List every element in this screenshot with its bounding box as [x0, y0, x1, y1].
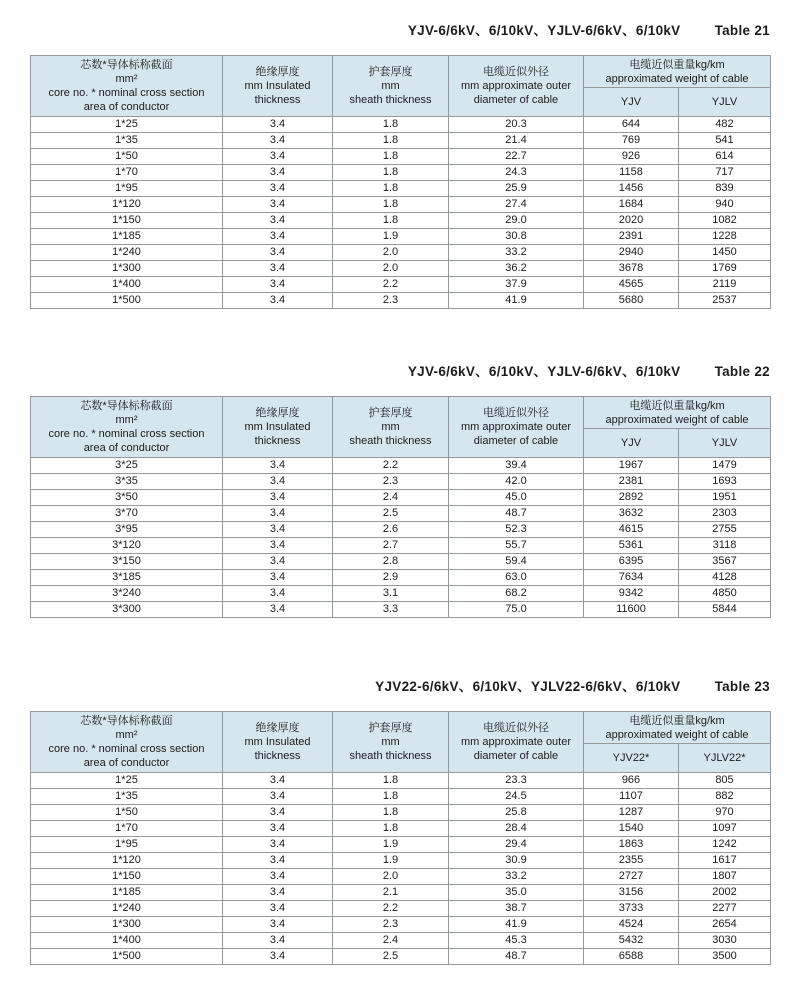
table-cell: 2.8: [333, 554, 449, 570]
table-cell: 1158: [584, 165, 679, 181]
table-cell: 75.0: [449, 602, 584, 618]
col-header-diameter: 电缆近似外径 mm approximate outer diameter of cable: [449, 712, 584, 773]
table-cell: 2537: [679, 293, 771, 309]
table-cell: 1*300: [31, 917, 223, 933]
table-cell: 1*240: [31, 901, 223, 917]
table-cell: 3*150: [31, 554, 223, 570]
col-header-core: 芯数*导体标称截面 mm² core no. * nominal cross section area of conductor: [31, 712, 223, 773]
table-cell: 2119: [679, 277, 771, 293]
table-cell: 1097: [679, 821, 771, 837]
col-header-yjlv: YJLV22*: [679, 744, 771, 773]
table-row: [31, 277, 771, 293]
table-title: [30, 22, 770, 39]
table-cell: 940: [679, 197, 771, 213]
table-cell: 2.7: [333, 538, 449, 554]
table-cell: 2.2: [333, 277, 449, 293]
table-cell: 3.4: [223, 117, 333, 133]
table-section-23: [30, 678, 770, 965]
table-cell: 41.9: [449, 917, 584, 933]
table-cell: 2755: [679, 522, 771, 538]
table-cell: 3.4: [223, 506, 333, 522]
table-cell: 1*70: [31, 165, 223, 181]
table-cell: 3.4: [223, 490, 333, 506]
table-cell: 1*120: [31, 853, 223, 869]
table-cell: 1*185: [31, 885, 223, 901]
table-cell: 3*35: [31, 474, 223, 490]
table-body: [31, 773, 771, 965]
table-cell: 7634: [584, 570, 679, 586]
table-cell: 1.8: [333, 165, 449, 181]
table-title: [30, 678, 770, 695]
table-cell: 2.0: [333, 869, 449, 885]
table-cell: 3.4: [223, 165, 333, 181]
table-cell: 3632: [584, 506, 679, 522]
spec-table-23: [30, 711, 771, 965]
table-cell: 2727: [584, 869, 679, 885]
table-cell: 3.4: [223, 197, 333, 213]
table-cell: 3.3: [333, 602, 449, 618]
col-header-yjv: YJV: [584, 429, 679, 458]
table-cell: 3.1: [333, 586, 449, 602]
table-cell: 2.5: [333, 949, 449, 965]
table-row: [31, 949, 771, 965]
table-cell: 2.0: [333, 245, 449, 261]
table-cell: 3.4: [223, 181, 333, 197]
table-cell: 1863: [584, 837, 679, 853]
table-cell: 1107: [584, 789, 679, 805]
table-cell: 5844: [679, 602, 771, 618]
table-cell: 6588: [584, 949, 679, 965]
table-cell: 2303: [679, 506, 771, 522]
table-cell: 1*70: [31, 821, 223, 837]
table-number-label: Table 23: [714, 679, 770, 694]
table-number-label: Table 22: [714, 364, 770, 379]
table-row: [31, 293, 771, 309]
table-row: [31, 869, 771, 885]
table-cell: 48.7: [449, 506, 584, 522]
table-cell: 1*35: [31, 133, 223, 149]
table-cell: 5361: [584, 538, 679, 554]
table-row: [31, 149, 771, 165]
table-cell: 1617: [679, 853, 771, 869]
table-cell: 1*95: [31, 181, 223, 197]
table-cell: 1*185: [31, 229, 223, 245]
table-cell: 2654: [679, 917, 771, 933]
table-cell: 1.8: [333, 805, 449, 821]
table-cell: 882: [679, 789, 771, 805]
table-row: [31, 554, 771, 570]
col-header-insulation: 绝缘厚度 mm Insulated thickness: [223, 712, 333, 773]
table-cell: 3.4: [223, 554, 333, 570]
col-header-yjlv: YJLV: [679, 429, 771, 458]
table-cell: 805: [679, 773, 771, 789]
table-cell: 3118: [679, 538, 771, 554]
table-cell: 3.4: [223, 917, 333, 933]
table-cell: 9342: [584, 586, 679, 602]
table-cell: 2355: [584, 853, 679, 869]
table-cell: 3.4: [223, 474, 333, 490]
table-cell: 2.2: [333, 901, 449, 917]
table-cell: 1*300: [31, 261, 223, 277]
col-header-weight-group: 电缆近似重量kg/km approximated weight of cable: [584, 56, 771, 88]
table-cell: 3.4: [223, 149, 333, 165]
table-cell: 3.4: [223, 245, 333, 261]
table-row: [31, 789, 771, 805]
table-cell: 1*25: [31, 117, 223, 133]
table-cell: 4615: [584, 522, 679, 538]
table-cell: 3030: [679, 933, 771, 949]
table-cell: 30.8: [449, 229, 584, 245]
table-cell: 3.4: [223, 570, 333, 586]
col-header-diameter: 电缆近似外径 mm approximate outer diameter of cable: [449, 56, 584, 117]
table-cell: 1.9: [333, 229, 449, 245]
table-row: [31, 458, 771, 474]
table-cell: 1*50: [31, 149, 223, 165]
col-header-yjv: YJV22*: [584, 744, 679, 773]
table-row: [31, 522, 771, 538]
table-cell: 2.9: [333, 570, 449, 586]
col-header-core: 芯数*导体标称截面 mm² core no. * nominal cross section area of conductor: [31, 397, 223, 458]
table-body: [31, 117, 771, 309]
table-cell: 1.8: [333, 789, 449, 805]
col-header-diameter: 电缆近似外径 mm approximate outer diameter of cable: [449, 397, 584, 458]
table-cell: 29.0: [449, 213, 584, 229]
table-cell: 3.4: [223, 522, 333, 538]
table-row: [31, 821, 771, 837]
table-cell: 1.9: [333, 837, 449, 853]
table-row: [31, 117, 771, 133]
table-cell: 1228: [679, 229, 771, 245]
table-cell: 42.0: [449, 474, 584, 490]
table-cell: 1684: [584, 197, 679, 213]
table-cell: 3.4: [223, 277, 333, 293]
table-row: [31, 602, 771, 618]
table-cell: 30.9: [449, 853, 584, 869]
table-cell: 38.7: [449, 901, 584, 917]
table-cell: 3.4: [223, 805, 333, 821]
table-cell: 966: [584, 773, 679, 789]
table-row: [31, 901, 771, 917]
table-cell: 3.4: [223, 821, 333, 837]
table-cell: 2.1: [333, 885, 449, 901]
table-cell: 3.4: [223, 869, 333, 885]
table-cell: 2.0: [333, 261, 449, 277]
table-row: [31, 538, 771, 554]
table-cell: 2391: [584, 229, 679, 245]
table-cell: 1*35: [31, 789, 223, 805]
table-cell: 23.3: [449, 773, 584, 789]
table-cell: 1479: [679, 458, 771, 474]
table-cell: 4128: [679, 570, 771, 586]
table-cell: 28.4: [449, 821, 584, 837]
table-cell: 2381: [584, 474, 679, 490]
table-number-label: Table 21: [714, 23, 770, 38]
spec-table-22: [30, 396, 771, 618]
table-cell: 2.3: [333, 917, 449, 933]
table-cell: 48.7: [449, 949, 584, 965]
table-cell: 52.3: [449, 522, 584, 538]
table-body: [31, 458, 771, 618]
table-row: [31, 229, 771, 245]
table-cell: 3733: [584, 901, 679, 917]
table-cell: 4524: [584, 917, 679, 933]
table-title-text: YJV22-6/6kV、6/10kV、YJLV22-6/6kV、6/10kV: [375, 679, 681, 694]
table-cell: 1.8: [333, 821, 449, 837]
table-cell: 2277: [679, 901, 771, 917]
table-cell: 59.4: [449, 554, 584, 570]
table-cell: 3.4: [223, 949, 333, 965]
table-cell: 1540: [584, 821, 679, 837]
table-cell: 35.0: [449, 885, 584, 901]
table-cell: 2.4: [333, 490, 449, 506]
table-row: [31, 885, 771, 901]
table-cell: 1.8: [333, 149, 449, 165]
table-cell: 41.9: [449, 293, 584, 309]
table-cell: 3*300: [31, 602, 223, 618]
table-cell: 1287: [584, 805, 679, 821]
col-header-core: 芯数*导体标称截面 mm² core no. * nominal cross section area of conductor: [31, 56, 223, 117]
table-cell: 3567: [679, 554, 771, 570]
table-cell: 3.4: [223, 261, 333, 277]
table-cell: 1967: [584, 458, 679, 474]
col-header-weight-group: 电缆近似重量kg/km approximated weight of cable: [584, 397, 771, 429]
table-cell: 27.4: [449, 197, 584, 213]
table-cell: 33.2: [449, 245, 584, 261]
table-cell: 21.4: [449, 133, 584, 149]
table-cell: 1.8: [333, 181, 449, 197]
table-row: [31, 586, 771, 602]
table-cell: 1*240: [31, 245, 223, 261]
table-cell: 614: [679, 149, 771, 165]
table-cell: 1.9: [333, 853, 449, 869]
table-cell: 3.4: [223, 458, 333, 474]
table-cell: 2002: [679, 885, 771, 901]
table-cell: 5680: [584, 293, 679, 309]
table-cell: 3.4: [223, 133, 333, 149]
table-cell: 1693: [679, 474, 771, 490]
table-row: [31, 805, 771, 821]
table-cell: 3*70: [31, 506, 223, 522]
table-row: [31, 773, 771, 789]
table-cell: 769: [584, 133, 679, 149]
table-cell: 717: [679, 165, 771, 181]
col-header-yjlv: YJLV: [679, 88, 771, 117]
table-cell: 2.6: [333, 522, 449, 538]
table-row: [31, 165, 771, 181]
table-cell: 1.8: [333, 117, 449, 133]
table-cell: 2.2: [333, 458, 449, 474]
table-cell: 22.7: [449, 149, 584, 165]
table-cell: 24.3: [449, 165, 584, 181]
table-cell: 1.8: [333, 197, 449, 213]
table-cell: 20.3: [449, 117, 584, 133]
table-row: [31, 133, 771, 149]
table-row: [31, 917, 771, 933]
table-row: [31, 181, 771, 197]
table-cell: 644: [584, 117, 679, 133]
table-cell: 3*25: [31, 458, 223, 474]
table-cell: 3156: [584, 885, 679, 901]
table-row: [31, 245, 771, 261]
table-row: [31, 933, 771, 949]
table-cell: 68.2: [449, 586, 584, 602]
table-cell: 2020: [584, 213, 679, 229]
table-cell: 482: [679, 117, 771, 133]
table-cell: 55.7: [449, 538, 584, 554]
table-cell: 5432: [584, 933, 679, 949]
table-cell: 39.4: [449, 458, 584, 474]
table-cell: 3.4: [223, 213, 333, 229]
table-cell: 25.9: [449, 181, 584, 197]
col-header-sheath: 护套厚度 mm sheath thickness: [333, 56, 449, 117]
table-row: [31, 261, 771, 277]
table-cell: 45.3: [449, 933, 584, 949]
table-cell: 1769: [679, 261, 771, 277]
table-cell: 3678: [584, 261, 679, 277]
table-section-21: [30, 22, 770, 309]
table-cell: 2.4: [333, 933, 449, 949]
table-cell: 3.4: [223, 837, 333, 853]
table-cell: 2.5: [333, 506, 449, 522]
col-header-insulation: 绝缘厚度 mm Insulated thickness: [223, 56, 333, 117]
table-cell: 63.0: [449, 570, 584, 586]
col-header-weight-group: 电缆近似重量kg/km approximated weight of cable: [584, 712, 771, 744]
table-cell: 1242: [679, 837, 771, 853]
table-cell: 24.5: [449, 789, 584, 805]
table-cell: 3*185: [31, 570, 223, 586]
table-cell: 4565: [584, 277, 679, 293]
table-cell: 1*95: [31, 837, 223, 853]
table-cell: 33.2: [449, 869, 584, 885]
table-cell: 1082: [679, 213, 771, 229]
table-cell: 1*400: [31, 277, 223, 293]
table-row: [31, 837, 771, 853]
table-cell: 3.4: [223, 789, 333, 805]
table-cell: 3500: [679, 949, 771, 965]
table-cell: 3*240: [31, 586, 223, 602]
table-row: [31, 490, 771, 506]
table-title-text: YJV-6/6kV、6/10kV、YJLV-6/6kV、6/10kV: [407, 364, 681, 379]
table-cell: 3.4: [223, 901, 333, 917]
table-cell: 1807: [679, 869, 771, 885]
table-cell: 2892: [584, 490, 679, 506]
table-title-text: YJV-6/6kV、6/10kV、YJLV-6/6kV、6/10kV: [407, 23, 681, 38]
table-cell: 1*400: [31, 933, 223, 949]
table-row: [31, 197, 771, 213]
table-row: [31, 570, 771, 586]
table-cell: 3.4: [223, 229, 333, 245]
spec-table-21: [30, 55, 771, 309]
table-cell: 1.8: [333, 213, 449, 229]
table-cell: 2940: [584, 245, 679, 261]
table-cell: 3.4: [223, 586, 333, 602]
table-cell: 3.4: [223, 602, 333, 618]
col-header-insulation: 绝缘厚度 mm Insulated thickness: [223, 397, 333, 458]
table-cell: 36.2: [449, 261, 584, 277]
table-cell: 11600: [584, 602, 679, 618]
table-cell: 37.9: [449, 277, 584, 293]
table-cell: 1456: [584, 181, 679, 197]
table-cell: 926: [584, 149, 679, 165]
table-section-22: [30, 363, 770, 618]
table-cell: 3*50: [31, 490, 223, 506]
table-cell: 1951: [679, 490, 771, 506]
table-cell: 541: [679, 133, 771, 149]
table-cell: 3.4: [223, 933, 333, 949]
table-row: [31, 853, 771, 869]
table-cell: 1*500: [31, 293, 223, 309]
table-cell: 1*50: [31, 805, 223, 821]
table-cell: 1*500: [31, 949, 223, 965]
table-cell: 6395: [584, 554, 679, 570]
table-cell: 1*25: [31, 773, 223, 789]
col-header-sheath: 护套厚度 mm sheath thickness: [333, 712, 449, 773]
table-cell: 3.4: [223, 538, 333, 554]
table-row: [31, 474, 771, 490]
table-row: [31, 213, 771, 229]
table-cell: 25.8: [449, 805, 584, 821]
table-cell: 2.3: [333, 293, 449, 309]
table-cell: 1.8: [333, 133, 449, 149]
table-cell: 4850: [679, 586, 771, 602]
table-cell: 2.3: [333, 474, 449, 490]
table-title: [30, 363, 770, 380]
table-cell: 3.4: [223, 853, 333, 869]
table-cell: 1*120: [31, 197, 223, 213]
table-cell: 1450: [679, 245, 771, 261]
col-header-yjv: YJV: [584, 88, 679, 117]
table-row: [31, 506, 771, 522]
col-header-sheath: 护套厚度 mm sheath thickness: [333, 397, 449, 458]
table-cell: 29.4: [449, 837, 584, 853]
table-cell: 1*150: [31, 213, 223, 229]
table-cell: 3.4: [223, 773, 333, 789]
table-cell: 3*95: [31, 522, 223, 538]
table-cell: 3.4: [223, 885, 333, 901]
table-cell: 1*150: [31, 869, 223, 885]
table-cell: 3*120: [31, 538, 223, 554]
table-cell: 1.8: [333, 773, 449, 789]
table-cell: 3.4: [223, 293, 333, 309]
table-cell: 45.0: [449, 490, 584, 506]
table-cell: 970: [679, 805, 771, 821]
table-cell: 839: [679, 181, 771, 197]
